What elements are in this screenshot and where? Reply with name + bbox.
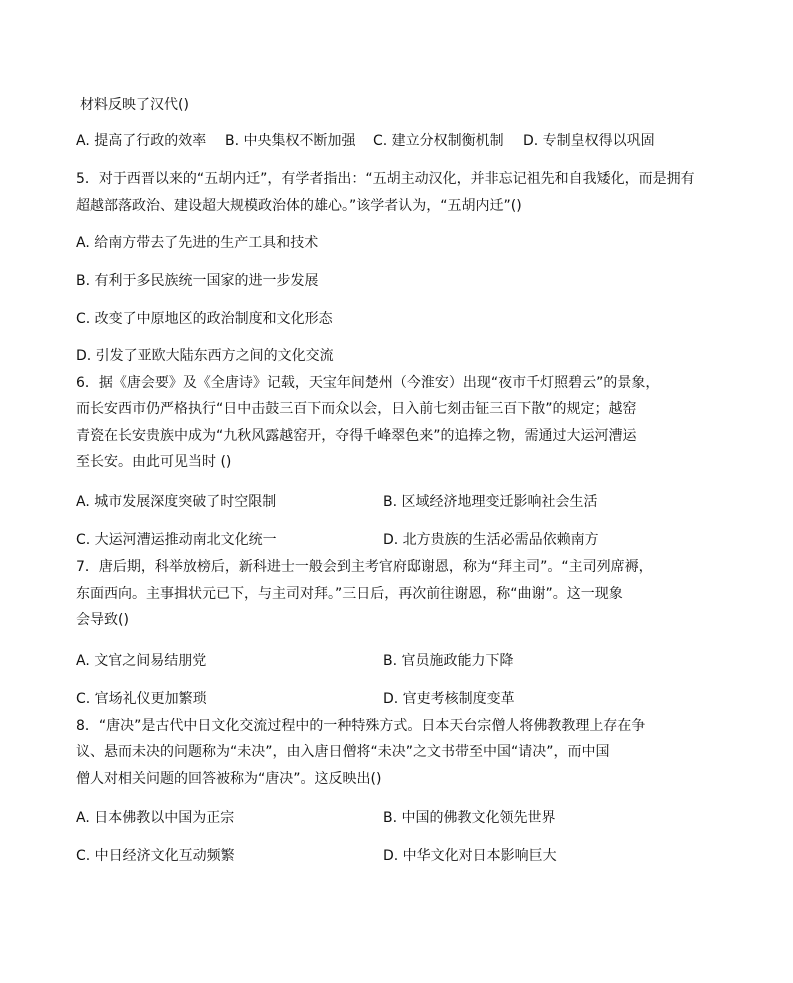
q8-option-b: B. 中国的佛教文化领先世界 (383, 810, 556, 826)
q6-option-d: D. 北方贵族的生活必需品依赖南方 (383, 532, 599, 548)
intro-line: 材料反映了汉代() (80, 97, 189, 113)
q6-stem-line-4: 至长安。由此可见当时 () (76, 454, 232, 470)
q5-option-c: C. 改变了中原地区的政治制度和文化形态 (76, 311, 333, 327)
q4-option-a: A. 提高了行政的效率 (76, 133, 207, 149)
q7-option-d: D. 官吏考核制度变革 (383, 691, 515, 707)
q7-option-c: C. 官场礼仪更加繁琐 (76, 691, 207, 707)
q6-stem-line-1: 6．据《唐会要》及《全唐诗》记载，天宝年间楚州（今淮安）出现“夜市千灯照碧云”的景象， (76, 375, 660, 391)
q7-stem-line-1: 7．唐后期，科举放榜后，新科进士一般会到主考官府邸谢恩，称为“拜主司”。“主司列席褥， (76, 559, 653, 575)
q6-option-b: B. 区域经济地理变迁影响社会生活 (383, 494, 598, 510)
q6-stem-line-3: 青瓷在长安贵族中成为“九秋风露越窑开，夺得千峰翠色来”的追捧之物，需通过大运河漕运 (76, 428, 637, 444)
q4-option-b: B. 中央集权不断加强 (225, 133, 356, 149)
q8-option-a: A. 日本佛教以中国为正宗 (76, 810, 235, 826)
q5-stem-line-1: 5．对于西晋以来的“五胡内迁”，有学者指出：“五胡主动汉化，并非忘记祖先和自我矮化，而是拥有 (76, 171, 695, 187)
q8-stem-line-3: 僧人对相关问题的回答被称为“唐决”。这反映出() (76, 771, 382, 787)
q6-option-a: A. 城市发展深度突破了时空限制 (76, 494, 277, 510)
q8-stem-line-2: 议、悬而未决的问题称为“未决”，由入唐日僧将“未决”之文书带至中国“请决”，而中国 (76, 744, 610, 760)
q6-stem-line-2: 而长安西市仍严格执行“日中击鼓三百下而众以会，日入前七刻击钲三百下散”的规定；越窑 (76, 401, 637, 417)
q5-option-d: D. 引发了亚欧大陆东西方之间的文化交流 (76, 348, 334, 364)
q8-stem-line-1: 8．“唐决”是古代中日文化交流过程中的一种特殊方式。日本天台宗僧人将佛教教理上存在争 (76, 718, 646, 734)
q5-option-b: B. 有利于多民族统一国家的进一步发展 (76, 273, 319, 289)
q5-stem-line-2: 超越部落政治、建设超大规模政治体的雄心。”该学者认为，“五胡内迁”() (76, 198, 522, 214)
q8-option-c: C. 中日经济文化互动频繁 (76, 848, 235, 864)
q4-option-d: D. 专制皇权得以巩固 (523, 133, 655, 149)
q5-option-a: A. 给南方带去了先进的生产工具和技术 (76, 235, 319, 251)
q4-option-c: C. 建立分权制衡机制 (373, 133, 504, 149)
q7-option-b: B. 官员施政能力下降 (383, 653, 514, 669)
q7-stem-line-2: 东面西向。主事揖状元已下，与主司对拜。”三日后，再次前往谢恩，称“曲谢”。这一现象 (76, 586, 623, 602)
q7-stem-line-3: 会导致() (76, 612, 129, 628)
q7-option-a: A. 文官之间易结朋党 (76, 653, 207, 669)
q6-option-c: C. 大运河漕运推动南北文化统一 (76, 532, 277, 548)
q8-option-d: D. 中华文化对日本影响巨大 (383, 848, 557, 864)
